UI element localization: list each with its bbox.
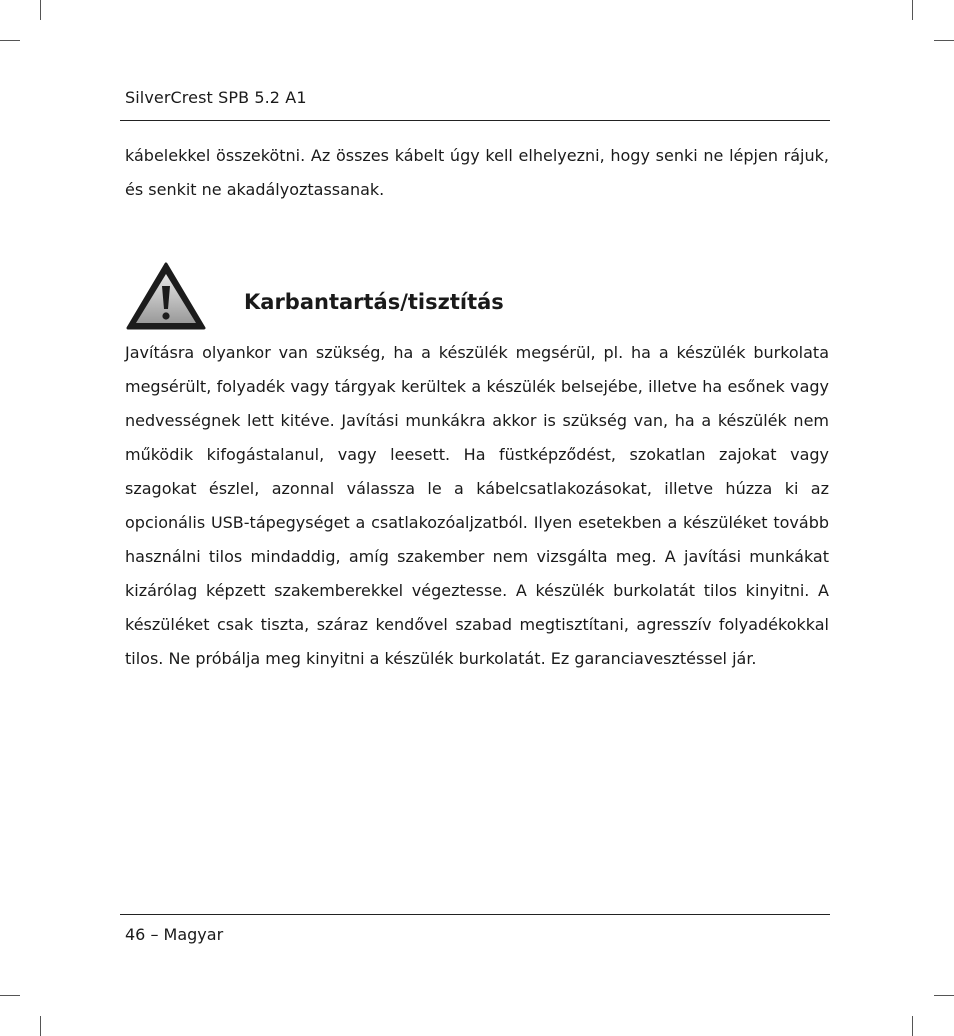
intro-paragraph: kábelekkel összekötni. Az összes kábelt úgy kell elhelyezni, hogy senki ne lépjen rájuk, és senkit ne akadályoztassanak. xyxy=(125,146,829,199)
crop-mark xyxy=(40,1016,41,1036)
crop-mark xyxy=(0,40,20,41)
section-paragraph: Javításra olyankor van szükség, ha a készülék megsérül, pl. ha a készülék burkolata megsérült, folyadék vagy tárgyak kerültek a készülék belsejébe, illetve ha esőnek vagy nedvességnek lett kitéve. Javítási munkákra akkor is szükség van, ha a készülék nem működik kifogástalanul, vagy leesett. Ha füstképződést, szokatlan zajokat vagy szagokat észlel, azonnal válassza le a kábelcsatlakozásokat, illetve húzza ki az opcionális USB-tápegységet a csatlakozóaljzatból. Ilyen esetekben a készüléket tovább használni tilos mindaddig, amíg szakember nem vizsgálta meg. A javítási munkákat kizárólag képzett szakemberekkel végeztesse. A készülék burkolatát tilos kinyitni. A készüléket csak tiszta, száraz kendővel szabad megtisztítani, agresszív folyadékokkal tilos. Ne próbálja meg kinyitni a készülék burkolatát. Ez garanciavesztéssel jár. xyxy=(125,343,829,668)
page-number: 46 – Magyar xyxy=(125,925,224,944)
footer-rule xyxy=(120,914,830,915)
crop-mark xyxy=(0,995,20,996)
crop-mark xyxy=(912,1016,913,1036)
crop-mark xyxy=(40,0,41,20)
section-title: Karbantartás/tisztítás xyxy=(244,290,504,314)
document-header: SilverCrest SPB 5.2 A1 xyxy=(125,88,307,107)
crop-mark xyxy=(934,40,954,41)
header-rule xyxy=(120,120,830,121)
crop-mark xyxy=(934,995,954,996)
crop-mark xyxy=(912,0,913,20)
warning-triangle-icon xyxy=(126,262,206,330)
